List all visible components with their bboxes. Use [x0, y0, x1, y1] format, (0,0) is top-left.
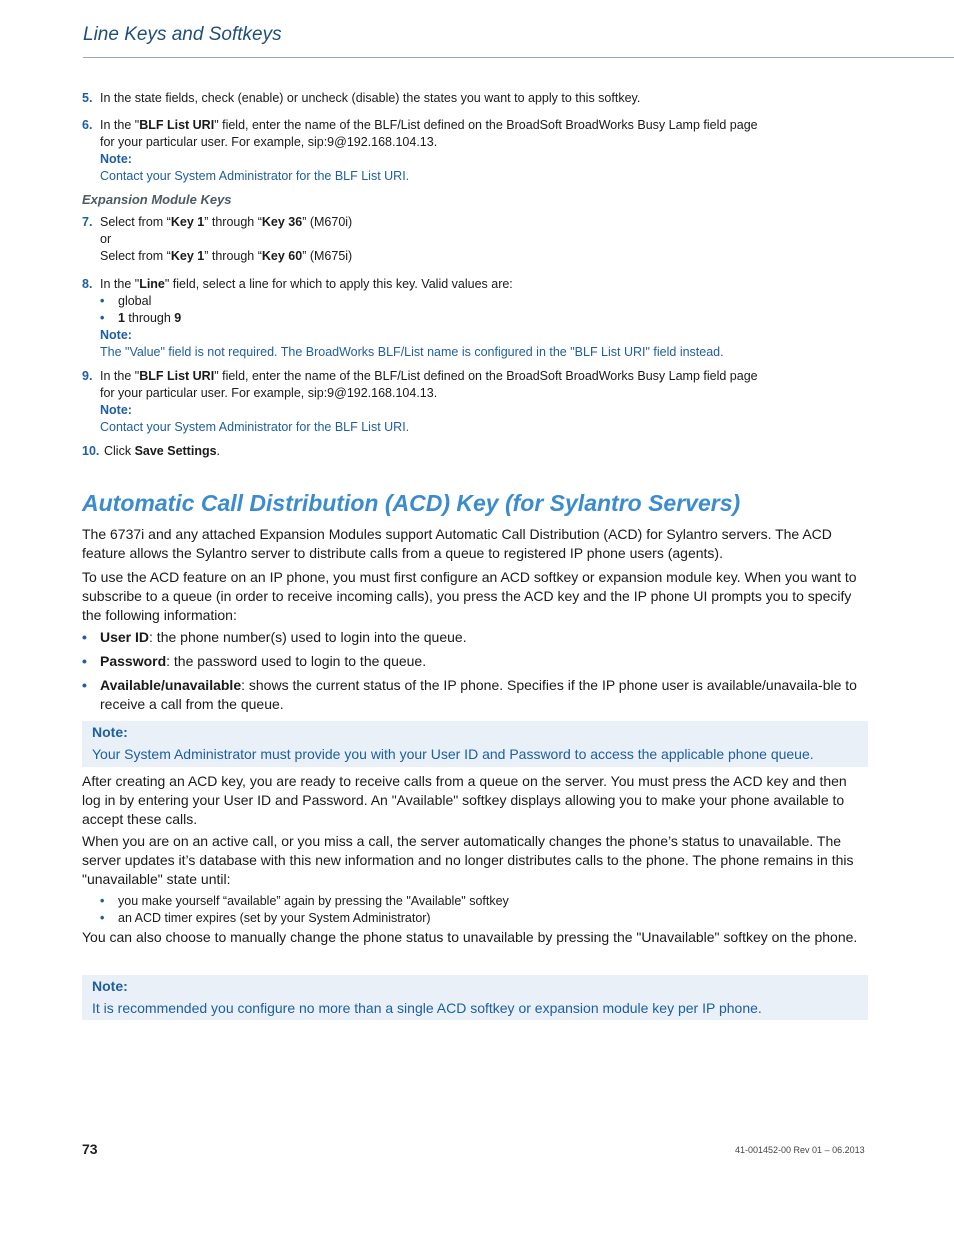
list-item: • an ACD timer expires (set by your System Administrator)	[82, 910, 842, 927]
note-box	[82, 975, 868, 1020]
list-item: • Available/unavailable: shows the current status of the IP phone. Specifies if the IP phone user is available/unavaila-ble to receive a call from the queue.	[82, 676, 862, 714]
note-label: Note:	[100, 328, 132, 342]
step-number: 9.	[82, 369, 93, 383]
page-number: 73	[82, 1141, 98, 1157]
paragraph-active-call: When you are on an active call, or you miss a call, the server automatically changes the phone’s status to unavailable. The server updates it’s database with this new information and no longer distributes calls to the phone. The phone remains in this "unavailable" state until:	[82, 833, 854, 887]
step-text: In the state fields, check (enable) or uncheck (disable) the states you want to apply to this softkey.	[100, 91, 641, 105]
step-number: 10.	[82, 444, 100, 458]
note-label: Note:	[92, 978, 128, 994]
step-text: In the "BLF List URI" field, enter the name of the BLF/List defined on the BroadSoft BroadWorks Busy Lamp field page	[100, 369, 758, 383]
info-bullet-list	[82, 628, 862, 719]
step-text-line2: for your particular user. For example, sip:9@192.168.104.13.	[100, 135, 438, 149]
step-text-or: or	[100, 232, 112, 246]
paragraph-manual-change: You can also choose to manually change the phone status to unavailable by pressing the "Unavailable" softkey on the phone.	[82, 929, 858, 945]
step-number: 8.	[82, 277, 93, 291]
step-text: Select from “Key 1” through “Key 36” (M670i)	[100, 215, 353, 229]
section-title: Automatic Call Distribution (ACD) Key (for Sylantro Servers)	[82, 490, 741, 516]
step-text-line3: Select from “Key 1” through “Key 60” (M675i)	[100, 249, 353, 263]
list-item: • User ID: the phone number(s) used to login into the queue.	[82, 628, 862, 647]
paragraph-intro: The 6737i and any attached Expansion Modules support Automatic Call Distribution (ACD) for Sylantro servers. The ACD feature allows the Sylantro server to distribute calls from a queue to registered IP phone users (agents).	[82, 526, 832, 561]
note-text: Contact your System Administrator for the BLF List URI.	[100, 420, 410, 434]
list-item: • 1 through 9	[100, 310, 800, 327]
step-number: 6.	[82, 118, 93, 132]
note-label: Note:	[100, 152, 132, 166]
paragraph-setup: To use the ACD feature on an IP phone, you must first configure an ACD softkey or expansion module key. When you want to subscribe to a queue (in order to receive incoming calls), you press the ACD key and the IP phone UI prompts you to specify the following information:	[82, 569, 857, 623]
header-divider	[83, 57, 954, 58]
document-id: 41-001452-00 Rev 01 – 06.2013	[735, 1145, 865, 1155]
unavailable-until-list	[82, 893, 842, 927]
subheading-expansion-module-keys: Expansion Module Keys	[82, 192, 232, 207]
note-text: The "Value" field is not required. The BroadWorks BLF/List name is configured in the "BLF List URI" field instead.	[100, 345, 724, 359]
list-item: • Password: the password used to login to the queue.	[82, 652, 862, 671]
running-header-title: Line Keys and Softkeys	[83, 24, 282, 45]
step-text: In the "BLF List URI" field, enter the name of the BLF/List defined on the BroadSoft BroadWorks Busy Lamp field page	[100, 118, 758, 132]
step-text-line2: for your particular user. For example, sip:9@192.168.104.13.	[100, 386, 438, 400]
note-text: Your System Administrator must provide you with your User ID and Password to access the applicable phone queue.	[92, 746, 814, 762]
step-number: 7.	[82, 215, 93, 229]
note-label: Note:	[92, 724, 128, 740]
list-item: • global	[100, 293, 800, 310]
note-text: Contact your System Administrator for the BLF List URI.	[100, 169, 410, 183]
paragraph-after-creating: After creating an ACD key, you are ready to receive calls from a queue on the server. You must press the ACD key and then log in by entering your User ID and Password. An "Available" softkey displays allowing you to make your phone available to accept these calls.	[82, 773, 847, 827]
step-number: 5.	[82, 91, 93, 105]
step-text: In the "Line" field, select a line for which to apply this key. Valid values are:	[100, 277, 513, 291]
list-item: • you make yourself “available” again by pressing the "Available" softkey	[82, 893, 842, 910]
note-text: It is recommended you configure no more than a single ACD softkey or expansion module key per IP phone.	[92, 1000, 762, 1016]
note-box	[82, 721, 868, 767]
note-label: Note:	[100, 403, 132, 417]
step-text: Click Save Settings.	[104, 444, 221, 458]
